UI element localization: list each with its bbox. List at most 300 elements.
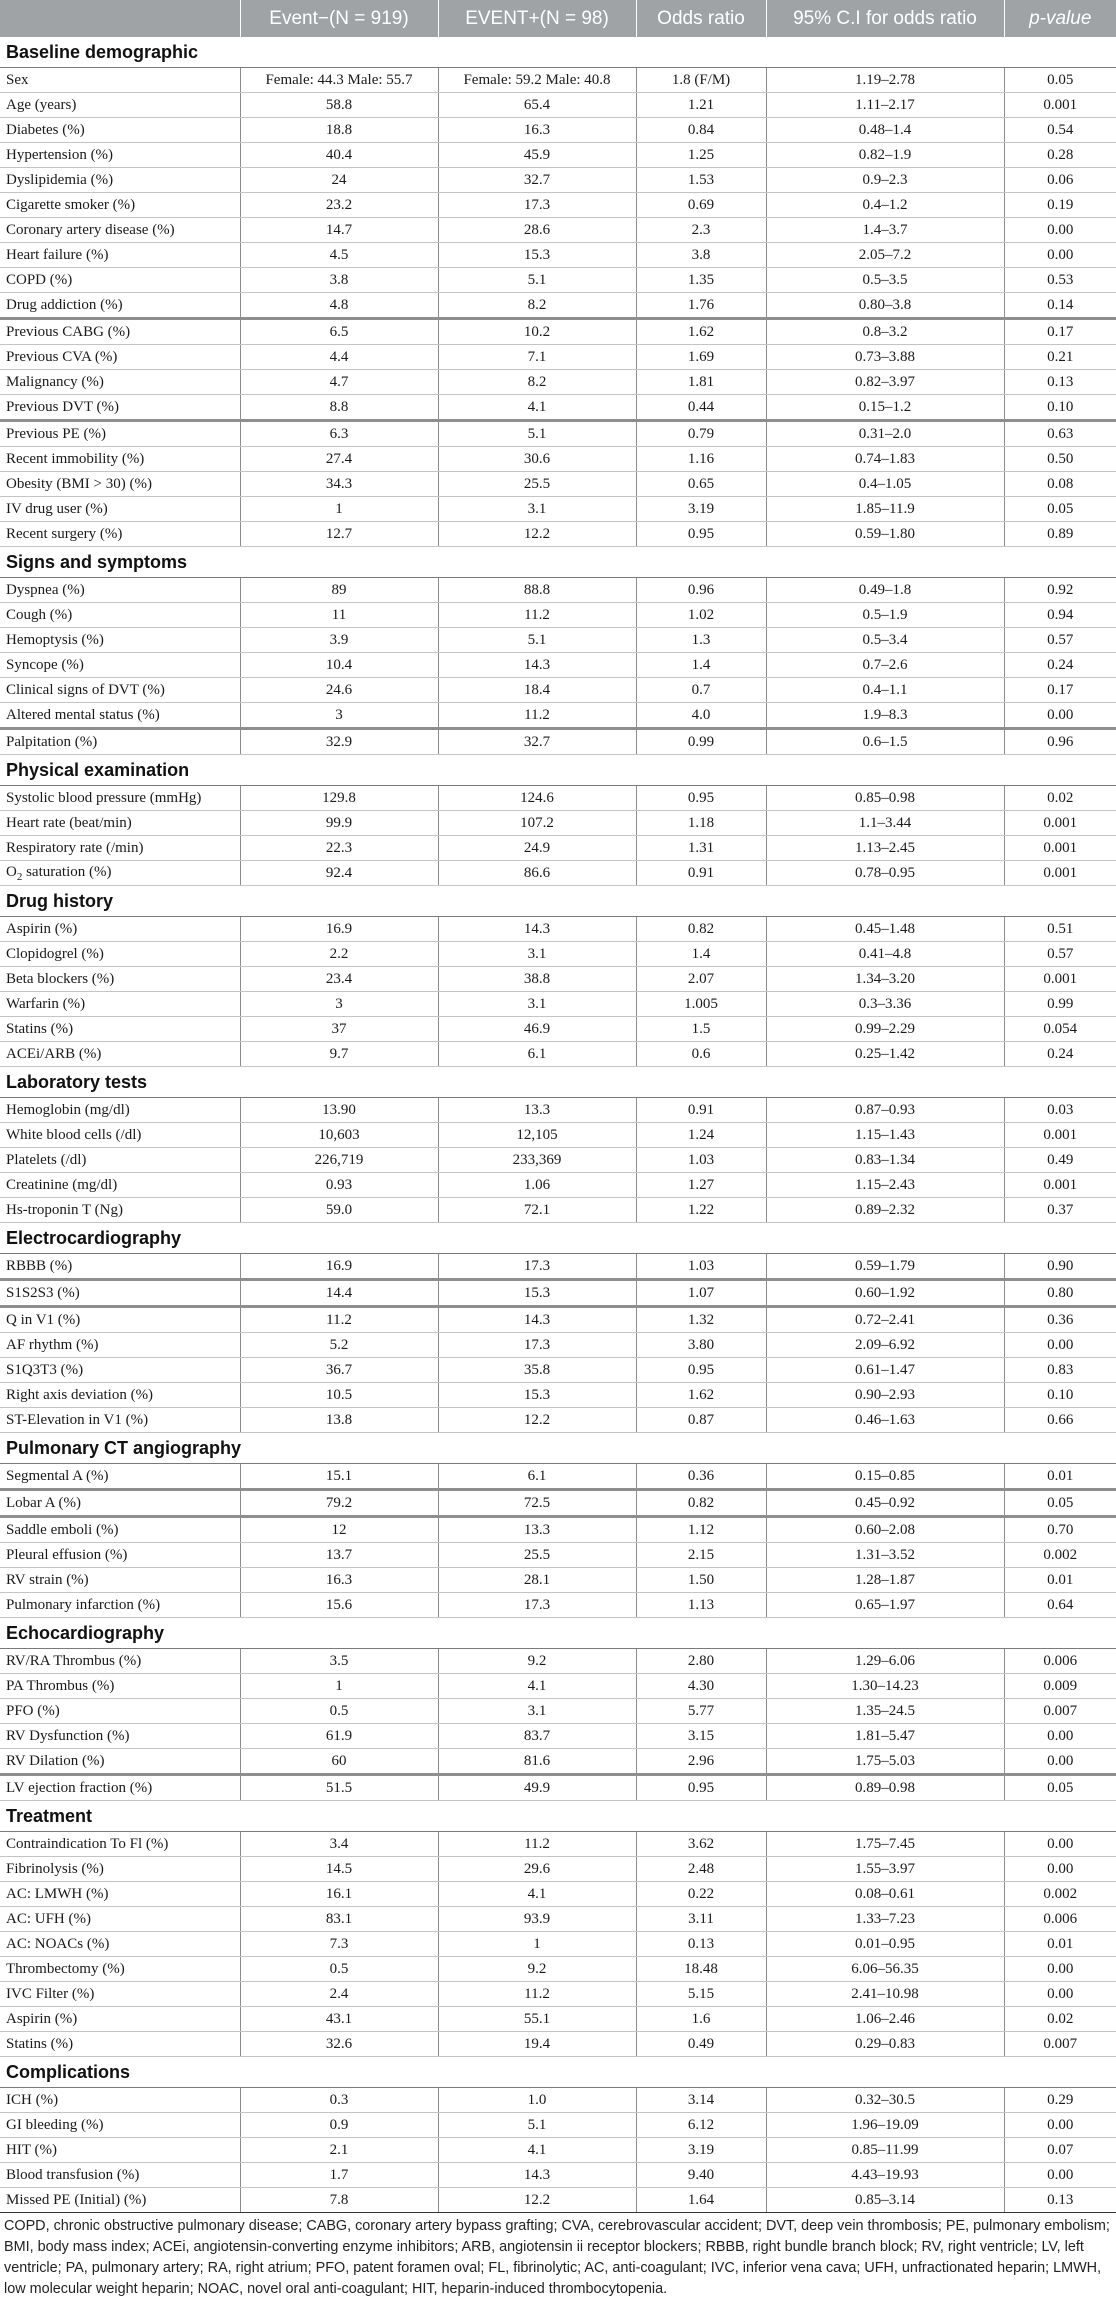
p-value-cell: 0.24 (1004, 653, 1116, 678)
ci-cell: 1.28–1.87 (766, 1568, 1004, 1593)
event-negative-cell: 32.6 (240, 2032, 438, 2057)
event-negative-cell: 83.1 (240, 1907, 438, 1932)
event-negative-cell: 32.9 (240, 729, 438, 755)
event-negative-cell: 23.4 (240, 967, 438, 992)
odds-ratio-cell: 1.4 (636, 942, 766, 967)
ci-cell: 0.74–1.83 (766, 447, 1004, 472)
table-row (0, 2088, 1116, 2113)
odds-ratio-cell: 1.76 (636, 293, 766, 319)
event-positive-cell: 15.3 (438, 1383, 636, 1408)
table-row (0, 967, 1116, 992)
odds-ratio-cell: 1.25 (636, 143, 766, 168)
event-negative-cell: 0.3 (240, 2088, 438, 2113)
event-positive-cell: 81.6 (438, 1749, 636, 1775)
variable-cell: Heart rate (beat/min) (0, 811, 240, 836)
event-negative-cell: 12 (240, 1517, 438, 1543)
event-positive-cell: 11.2 (438, 703, 636, 729)
odds-ratio-cell: 3.19 (636, 2138, 766, 2163)
variable-cell: Previous PE (%) (0, 421, 240, 447)
event-positive-cell: 12.2 (438, 1408, 636, 1433)
table-row (0, 143, 1116, 168)
event-positive-cell: 29.6 (438, 1857, 636, 1882)
event-positive-cell: 107.2 (438, 811, 636, 836)
event-negative-cell: 58.8 (240, 93, 438, 118)
ci-cell: 0.72–2.41 (766, 1307, 1004, 1333)
variable-cell: AF rhythm (%) (0, 1333, 240, 1358)
event-positive-cell: 25.5 (438, 472, 636, 497)
event-positive-cell: 5.1 (438, 421, 636, 447)
ci-cell: 1.30–14.23 (766, 1674, 1004, 1699)
table-row (0, 218, 1116, 243)
p-value-cell: 0.57 (1004, 942, 1116, 967)
variable-cell: Clinical signs of DVT (%) (0, 678, 240, 703)
table-row (0, 786, 1116, 811)
variable-cell: Altered mental status (%) (0, 703, 240, 729)
event-negative-cell: 59.0 (240, 1198, 438, 1223)
header-odds-ratio: Odds ratio (636, 0, 766, 37)
ci-cell: 1.96–19.09 (766, 2113, 1004, 2138)
event-positive-cell: 6.1 (438, 1042, 636, 1067)
table-row (0, 1775, 1116, 1801)
event-negative-cell: 10,603 (240, 1123, 438, 1148)
odds-ratio-cell: 1.62 (636, 1383, 766, 1408)
table-row (0, 729, 1116, 755)
p-value-cell: 0.03 (1004, 1098, 1116, 1123)
ci-cell: 1.35–24.5 (766, 1699, 1004, 1724)
table-row (0, 1198, 1116, 1223)
table-row (0, 1123, 1116, 1148)
event-positive-cell: 17.3 (438, 1593, 636, 1618)
table-row (0, 1333, 1116, 1358)
ci-cell: 0.31–2.0 (766, 421, 1004, 447)
event-negative-cell: 0.5 (240, 1699, 438, 1724)
event-positive-cell: 1 (438, 1932, 636, 1957)
ci-cell: 0.5–3.4 (766, 628, 1004, 653)
event-positive-cell: 16.3 (438, 118, 636, 143)
event-positive-cell: 7.1 (438, 345, 636, 370)
p-value-cell: 0.57 (1004, 628, 1116, 653)
ci-cell: 1.15–1.43 (766, 1123, 1004, 1148)
ci-cell: 0.89–0.98 (766, 1775, 1004, 1801)
odds-ratio-cell: 1.12 (636, 1517, 766, 1543)
ci-cell: 0.5–1.9 (766, 603, 1004, 628)
event-positive-cell: 24.9 (438, 836, 636, 861)
odds-ratio-cell: 1.4 (636, 653, 766, 678)
event-positive-cell: 4.1 (438, 1882, 636, 1907)
odds-ratio-cell: 3.15 (636, 1724, 766, 1749)
event-positive-cell: 11.2 (438, 603, 636, 628)
event-negative-cell: 23.2 (240, 193, 438, 218)
variable-cell: Aspirin (%) (0, 2007, 240, 2032)
event-negative-cell: 43.1 (240, 2007, 438, 2032)
event-negative-cell: 0.9 (240, 2113, 438, 2138)
ci-cell: 0.85–11.99 (766, 2138, 1004, 2163)
event-positive-cell: 3.1 (438, 1699, 636, 1724)
event-positive-cell: 4.1 (438, 395, 636, 421)
odds-ratio-cell: 1.35 (636, 268, 766, 293)
event-negative-cell: 8.8 (240, 395, 438, 421)
table-row (0, 1358, 1116, 1383)
ci-cell: 1.1–3.44 (766, 811, 1004, 836)
odds-ratio-cell: 1.03 (636, 1254, 766, 1280)
ci-cell: 0.82–1.9 (766, 143, 1004, 168)
table-row (0, 942, 1116, 967)
header-p-value: p-value (1004, 0, 1116, 37)
p-value-cell: 0.02 (1004, 2007, 1116, 2032)
table-row (0, 1568, 1116, 1593)
event-negative-cell: 3.8 (240, 268, 438, 293)
event-negative-cell: 5.2 (240, 1333, 438, 1358)
event-negative-cell: 12.7 (240, 522, 438, 547)
header-event-negative: Event−(N = 919) (240, 0, 438, 37)
event-negative-cell: 79.2 (240, 1490, 438, 1517)
section-title: Laboratory tests (0, 1067, 1116, 1098)
event-positive-cell: 8.2 (438, 370, 636, 395)
variable-cell: Lobar A (%) (0, 1490, 240, 1517)
variable-cell: Blood transfusion (%) (0, 2163, 240, 2188)
p-value-cell: 0.49 (1004, 1148, 1116, 1173)
odds-ratio-cell: 1.81 (636, 370, 766, 395)
event-positive-cell: 10.2 (438, 319, 636, 345)
variable-cell: Q in V1 (%) (0, 1307, 240, 1333)
odds-ratio-cell: 2.3 (636, 218, 766, 243)
ci-cell: 0.32–30.5 (766, 2088, 1004, 2113)
section-title: Drug history (0, 886, 1116, 917)
table-row (0, 370, 1116, 395)
event-positive-cell: 4.1 (438, 2138, 636, 2163)
variable-cell: Warfarin (%) (0, 992, 240, 1017)
p-value-cell: 0.001 (1004, 861, 1116, 886)
event-negative-cell: 6.3 (240, 421, 438, 447)
table-row (0, 1490, 1116, 1517)
odds-ratio-cell: 0.95 (636, 522, 766, 547)
table-row (0, 193, 1116, 218)
p-value-cell: 0.00 (1004, 1832, 1116, 1857)
odds-ratio-cell: 0.36 (636, 1464, 766, 1490)
variable-cell: ST-Elevation in V1 (%) (0, 1408, 240, 1433)
variable-cell: S1Q3T3 (%) (0, 1358, 240, 1383)
odds-ratio-cell: 0.49 (636, 2032, 766, 2057)
event-positive-cell: 55.1 (438, 2007, 636, 2032)
event-positive-cell: 32.7 (438, 729, 636, 755)
variable-cell: Creatinine (mg/dl) (0, 1173, 240, 1198)
header-variable (0, 0, 240, 37)
event-negative-cell: 0.5 (240, 1957, 438, 1982)
event-positive-cell: 17.3 (438, 1254, 636, 1280)
odds-ratio-cell: 2.96 (636, 1749, 766, 1775)
odds-ratio-cell: 0.96 (636, 578, 766, 603)
section-header-row (0, 547, 1116, 578)
variable-cell: RBBB (%) (0, 1254, 240, 1280)
event-positive-cell: 17.3 (438, 193, 636, 218)
p-value-cell: 0.10 (1004, 1383, 1116, 1408)
event-positive-cell: 15.3 (438, 1280, 636, 1307)
event-positive-cell: 9.2 (438, 1957, 636, 1982)
table-row (0, 118, 1116, 143)
ci-cell: 0.85–3.14 (766, 2188, 1004, 2213)
event-negative-cell: 4.8 (240, 293, 438, 319)
variable-cell: RV strain (%) (0, 1568, 240, 1593)
event-negative-cell: 61.9 (240, 1724, 438, 1749)
ci-cell: 0.6–1.5 (766, 729, 1004, 755)
variable-cell: Diabetes (%) (0, 118, 240, 143)
p-value-cell: 0.21 (1004, 345, 1116, 370)
variable-cell: AC: UFH (%) (0, 1907, 240, 1932)
odds-ratio-cell: 0.95 (636, 786, 766, 811)
ci-cell: 0.7–2.6 (766, 653, 1004, 678)
table-row (0, 2032, 1116, 2057)
ci-cell: 1.13–2.45 (766, 836, 1004, 861)
event-negative-cell: 3.5 (240, 1649, 438, 1674)
event-positive-cell: 3.1 (438, 992, 636, 1017)
odds-ratio-cell: 5.77 (636, 1699, 766, 1724)
event-positive-cell: 1.0 (438, 2088, 636, 2113)
p-value-cell: 0.36 (1004, 1307, 1116, 1333)
event-negative-cell: 15.1 (240, 1464, 438, 1490)
p-value-cell: 0.00 (1004, 1857, 1116, 1882)
event-positive-cell: 5.1 (438, 2113, 636, 2138)
table-row (0, 168, 1116, 193)
variable-cell: Aspirin (%) (0, 917, 240, 942)
table-row (0, 1408, 1116, 1433)
table-row (0, 917, 1116, 942)
table-row (0, 447, 1116, 472)
table-row (0, 1749, 1116, 1775)
event-positive-cell: 12.2 (438, 2188, 636, 2213)
section-title: Treatment (0, 1801, 1116, 1832)
odds-ratio-cell: 0.13 (636, 1932, 766, 1957)
p-value-cell: 0.99 (1004, 992, 1116, 1017)
p-value-cell: 0.001 (1004, 967, 1116, 992)
table-body (0, 37, 1116, 2213)
table-row (0, 1882, 1116, 1907)
event-negative-cell: 1 (240, 497, 438, 522)
table-row (0, 2113, 1116, 2138)
event-negative-cell: 16.9 (240, 917, 438, 942)
event-negative-cell: 11 (240, 603, 438, 628)
odds-ratio-cell: 0.99 (636, 729, 766, 755)
section-title: Echocardiography (0, 1618, 1116, 1649)
odds-ratio-cell: 3.11 (636, 1907, 766, 1932)
event-negative-cell: 27.4 (240, 447, 438, 472)
variable-cell: COPD (%) (0, 268, 240, 293)
variable-cell: Platelets (/dl) (0, 1148, 240, 1173)
odds-ratio-cell: 9.40 (636, 2163, 766, 2188)
p-value-cell: 0.89 (1004, 522, 1116, 547)
event-positive-cell: 12,105 (438, 1123, 636, 1148)
event-positive-cell: 14.3 (438, 917, 636, 942)
event-negative-cell: 24.6 (240, 678, 438, 703)
event-negative-cell: 15.6 (240, 1593, 438, 1618)
variable-cell: PA Thrombus (%) (0, 1674, 240, 1699)
event-negative-cell: 11.2 (240, 1307, 438, 1333)
table-row (0, 1724, 1116, 1749)
ci-cell: 4.43–19.93 (766, 2163, 1004, 2188)
p-value-cell: 0.01 (1004, 1568, 1116, 1593)
event-positive-cell: 46.9 (438, 1017, 636, 1042)
table-row (0, 1699, 1116, 1724)
odds-ratio-cell: 1.22 (636, 1198, 766, 1223)
p-value-cell: 0.006 (1004, 1907, 1116, 1932)
event-positive-cell: 5.1 (438, 268, 636, 293)
variable-cell: Segmental A (%) (0, 1464, 240, 1490)
p-value-cell: 0.001 (1004, 1123, 1116, 1148)
p-value-cell: 0.00 (1004, 218, 1116, 243)
odds-ratio-cell: 0.84 (636, 118, 766, 143)
variable-cell: ICH (%) (0, 2088, 240, 2113)
table-row (0, 345, 1116, 370)
event-positive-cell: 3.1 (438, 497, 636, 522)
event-positive-cell: 93.9 (438, 1907, 636, 1932)
odds-ratio-cell: 1.13 (636, 1593, 766, 1618)
event-positive-cell: 11.2 (438, 1832, 636, 1857)
ci-cell: 0.9–2.3 (766, 168, 1004, 193)
odds-ratio-cell: 1.16 (636, 447, 766, 472)
odds-ratio-cell: 1.21 (636, 93, 766, 118)
table-row (0, 319, 1116, 345)
p-value-cell: 0.80 (1004, 1280, 1116, 1307)
variable-cell: Coronary artery disease (%) (0, 218, 240, 243)
event-negative-cell: 10.5 (240, 1383, 438, 1408)
section-header-row (0, 1067, 1116, 1098)
odds-ratio-cell: 0.44 (636, 395, 766, 421)
section-title: Complications (0, 2057, 1116, 2088)
p-value-cell: 0.02 (1004, 786, 1116, 811)
odds-ratio-cell: 0.95 (636, 1775, 766, 1801)
event-positive-cell: 14.3 (438, 653, 636, 678)
event-negative-cell: 16.3 (240, 1568, 438, 1593)
variable-cell: RV Dysfunction (%) (0, 1724, 240, 1749)
event-positive-cell: 86.6 (438, 861, 636, 886)
ci-cell: 0.78–0.95 (766, 861, 1004, 886)
odds-ratio-cell: 1.8 (F/M) (636, 68, 766, 93)
section-header-row (0, 1801, 1116, 1832)
event-negative-cell: 9.7 (240, 1042, 438, 1067)
event-negative-cell: 0.93 (240, 1173, 438, 1198)
event-negative-cell: 34.3 (240, 472, 438, 497)
event-positive-cell: 15.3 (438, 243, 636, 268)
event-positive-cell: Female: 59.2 Male: 40.8 (438, 68, 636, 93)
section-header-row (0, 886, 1116, 917)
variable-cell: Recent surgery (%) (0, 522, 240, 547)
variable-cell: Heart failure (%) (0, 243, 240, 268)
ci-cell: 0.15–0.85 (766, 1464, 1004, 1490)
table-row (0, 836, 1116, 861)
event-negative-cell: 89 (240, 578, 438, 603)
odds-ratio-cell: 2.48 (636, 1857, 766, 1882)
event-positive-cell: 35.8 (438, 1358, 636, 1383)
variable-cell: Respiratory rate (/min) (0, 836, 240, 861)
table-row (0, 992, 1116, 1017)
event-negative-cell: 16.1 (240, 1882, 438, 1907)
table-row (0, 578, 1116, 603)
ci-cell: 0.5–3.5 (766, 268, 1004, 293)
variable-cell: AC: NOACs (%) (0, 1932, 240, 1957)
variable-cell: Palpitation (%) (0, 729, 240, 755)
event-negative-cell: 14.7 (240, 218, 438, 243)
table-row (0, 243, 1116, 268)
p-value-cell: 0.05 (1004, 1490, 1116, 1517)
p-value-cell: 0.51 (1004, 917, 1116, 942)
ci-cell: 0.25–1.42 (766, 1042, 1004, 1067)
event-positive-cell: 28.1 (438, 1568, 636, 1593)
ci-cell: 0.49–1.8 (766, 578, 1004, 603)
ci-cell: 0.29–0.83 (766, 2032, 1004, 2057)
variable-cell: Hs-troponin T (Ng) (0, 1198, 240, 1223)
section-title: Baseline demographic (0, 37, 1116, 68)
odds-ratio-cell: 1.64 (636, 2188, 766, 2213)
table-row (0, 2138, 1116, 2163)
table-row (0, 2188, 1116, 2213)
event-negative-cell: 10.4 (240, 653, 438, 678)
variable-cell: Statins (%) (0, 1017, 240, 1042)
variable-cell: Previous CVA (%) (0, 345, 240, 370)
variable-cell: Contraindication To Fl (%) (0, 1832, 240, 1857)
table-row (0, 1674, 1116, 1699)
variable-cell: PFO (%) (0, 1699, 240, 1724)
p-value-cell: 0.01 (1004, 1932, 1116, 1957)
ci-cell: 0.15–1.2 (766, 395, 1004, 421)
variable-cell: White blood cells (/dl) (0, 1123, 240, 1148)
p-value-cell: 0.01 (1004, 1464, 1116, 1490)
section-header-row (0, 1618, 1116, 1649)
odds-ratio-cell: 3.80 (636, 1333, 766, 1358)
ci-cell: 0.83–1.34 (766, 1148, 1004, 1173)
p-value-cell: 0.17 (1004, 319, 1116, 345)
odds-ratio-cell: 6.12 (636, 2113, 766, 2138)
event-negative-cell: 14.5 (240, 1857, 438, 1882)
event-positive-cell: 28.6 (438, 218, 636, 243)
p-value-cell: 0.06 (1004, 168, 1116, 193)
event-negative-cell: 4.4 (240, 345, 438, 370)
odds-ratio-cell: 0.91 (636, 1098, 766, 1123)
odds-ratio-cell: 1.69 (636, 345, 766, 370)
p-value-cell: 0.07 (1004, 2138, 1116, 2163)
table-row (0, 1254, 1116, 1280)
table-row (0, 1280, 1116, 1307)
event-negative-cell: Female: 44.3 Male: 55.7 (240, 68, 438, 93)
variable-cell: Malignancy (%) (0, 370, 240, 395)
p-value-cell: 0.50 (1004, 447, 1116, 472)
p-value-cell: 0.05 (1004, 1775, 1116, 1801)
variable-cell: ACEi/ARB (%) (0, 1042, 240, 1067)
event-positive-cell: 19.4 (438, 2032, 636, 2057)
event-positive-cell: 6.1 (438, 1464, 636, 1490)
event-positive-cell: 13.3 (438, 1098, 636, 1123)
p-value-cell: 0.001 (1004, 1173, 1116, 1198)
table-row (0, 1464, 1116, 1490)
ci-cell: 0.08–0.61 (766, 1882, 1004, 1907)
event-negative-cell: 13.8 (240, 1408, 438, 1433)
event-positive-cell: 38.8 (438, 967, 636, 992)
event-negative-cell: 3.9 (240, 628, 438, 653)
odds-ratio-cell: 3.19 (636, 497, 766, 522)
ci-cell: 1.29–6.06 (766, 1649, 1004, 1674)
table-row (0, 2007, 1116, 2032)
ci-cell: 1.15–2.43 (766, 1173, 1004, 1198)
variable-cell: Cough (%) (0, 603, 240, 628)
table-row (0, 1017, 1116, 1042)
ci-cell: 6.06–56.35 (766, 1957, 1004, 1982)
event-positive-cell: 11.2 (438, 1982, 636, 2007)
table-row (0, 1307, 1116, 1333)
ci-cell: 0.59–1.80 (766, 522, 1004, 547)
odds-ratio-cell: 1.53 (636, 168, 766, 193)
ci-cell: 1.31–3.52 (766, 1543, 1004, 1568)
p-value-cell: 0.64 (1004, 1593, 1116, 1618)
odds-ratio-cell: 2.15 (636, 1543, 766, 1568)
variable-cell: Hypertension (%) (0, 143, 240, 168)
